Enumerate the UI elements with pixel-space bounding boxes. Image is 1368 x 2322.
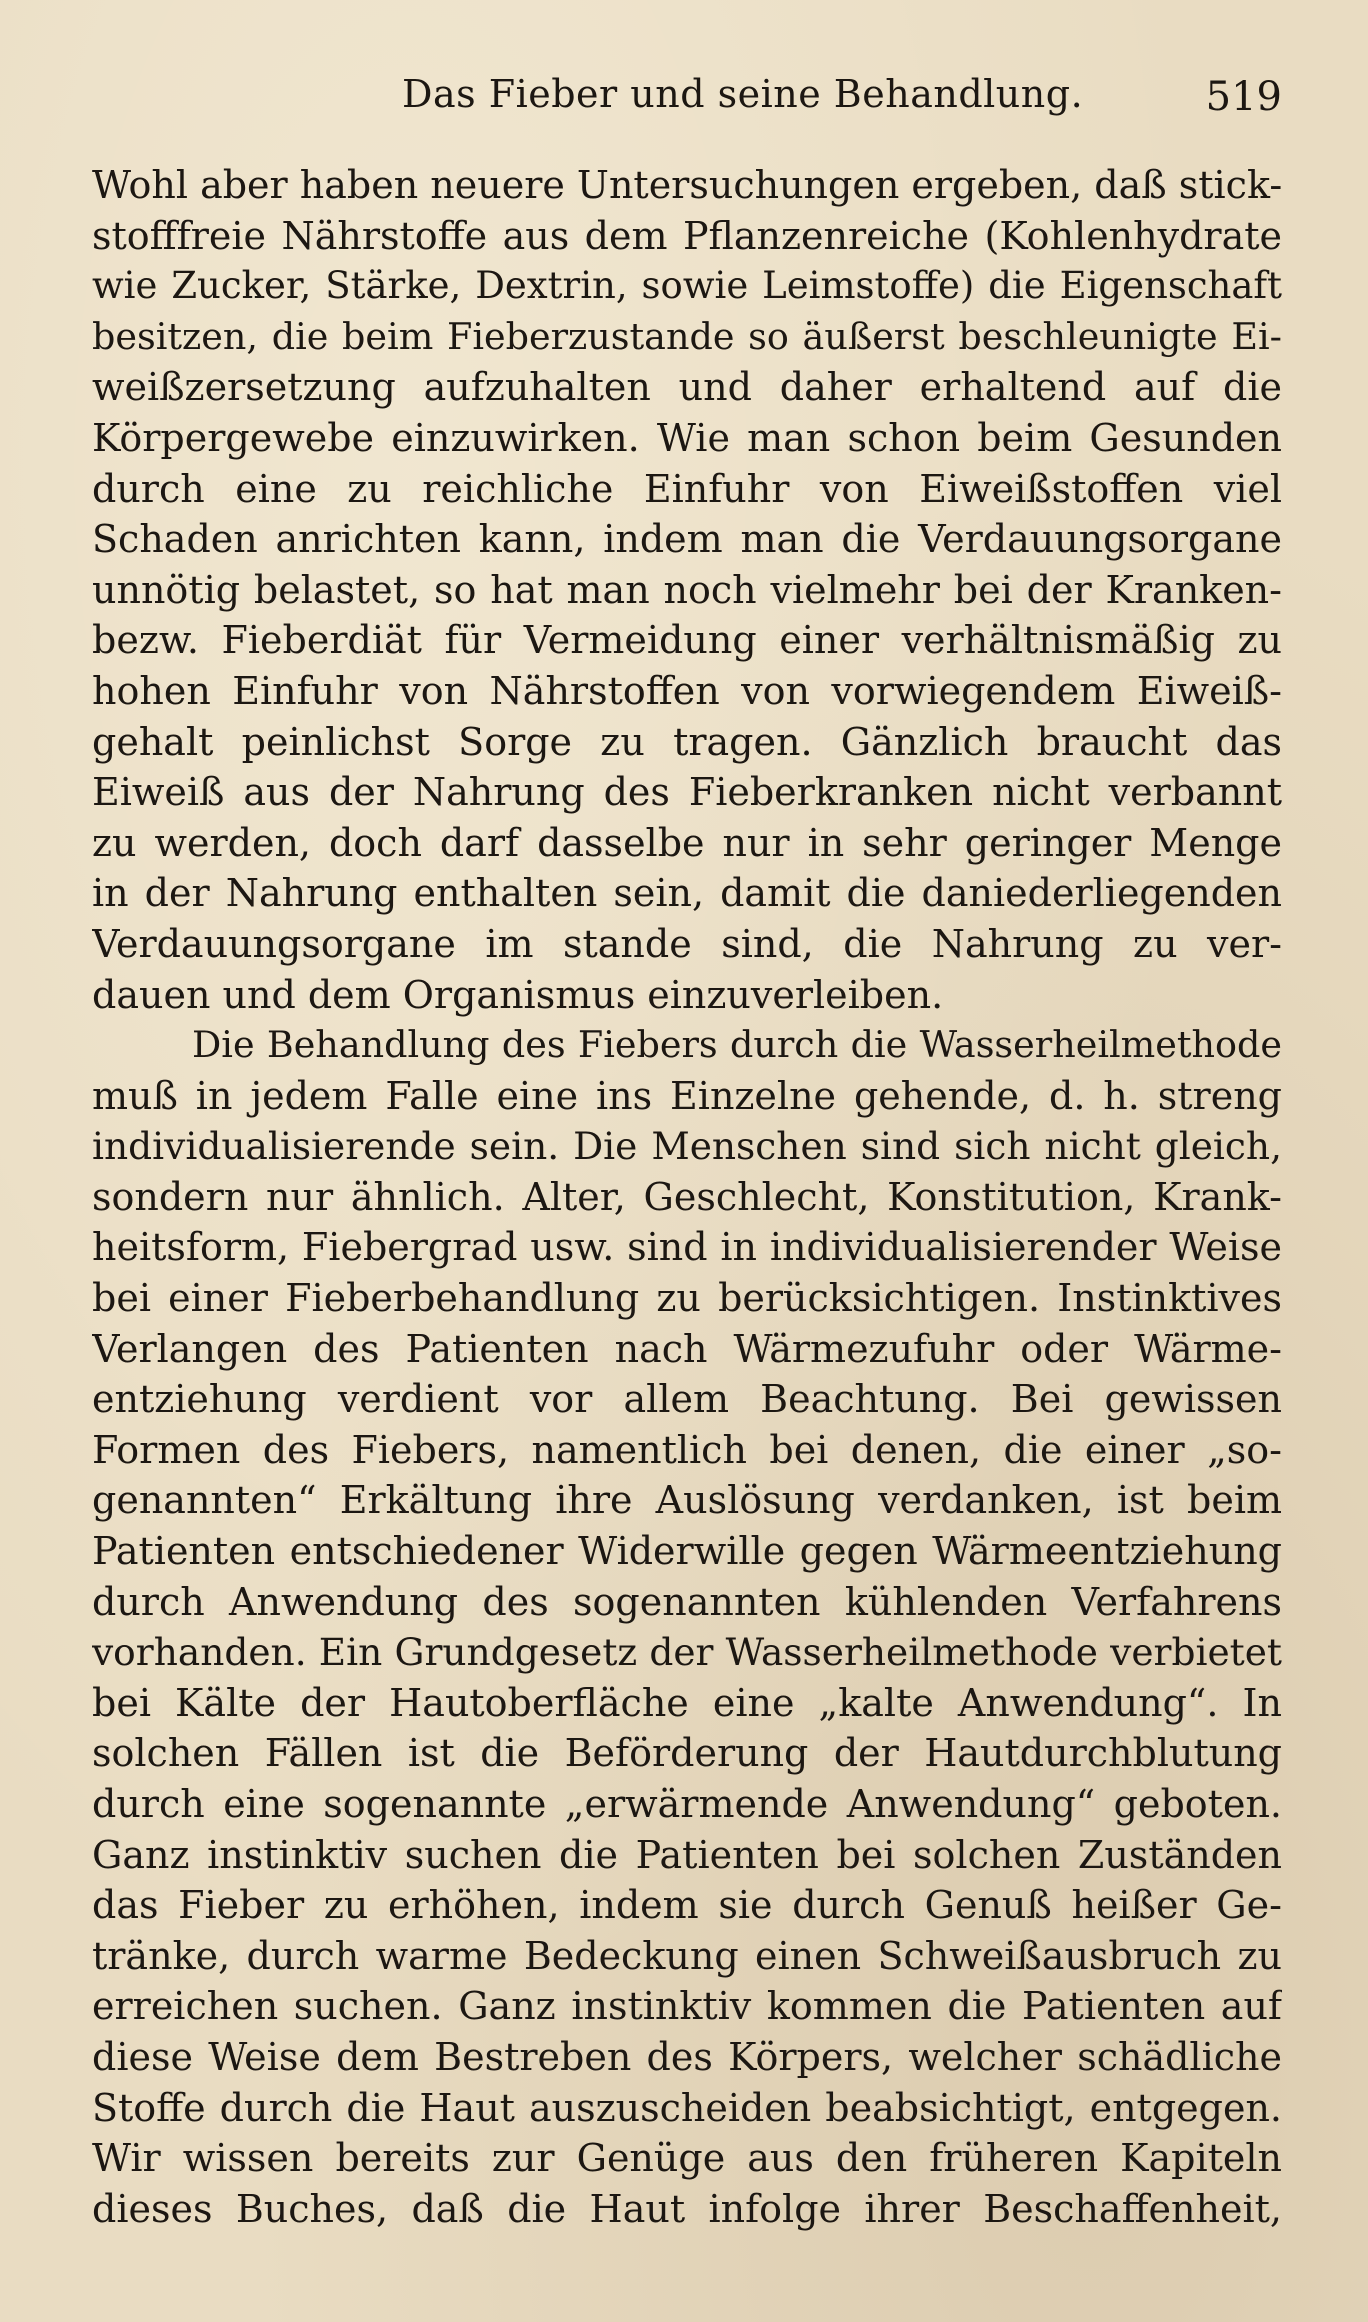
text-line: Patienten entschiedener Widerwille gegen Wärmeentziehung bbox=[92, 1529, 1282, 1574]
text-line: vorhanden. Ein Grundgesetz der Wasserheilmethode verbietet bbox=[92, 1630, 1282, 1675]
text-line: das Fieber zu erhöhen, indem sie durch Genuß heißer Ge- bbox=[92, 1883, 1282, 1928]
text-line: sondern nur ähnlich. Alter, Geschlecht, Konstitution, Krank- bbox=[92, 1174, 1282, 1219]
text-line: bei Kälte der Hautoberfläche eine „kalte Anwendung“. In bbox=[92, 1680, 1282, 1725]
text-line: Schaden anrichten kann, indem man die Verdauungsorgane bbox=[92, 517, 1282, 562]
text-line: solchen Fällen ist die Beförderung der Hautdurchblutung bbox=[92, 1731, 1282, 1776]
text-line: Verdauungsorgane im stande sind, die Nahrung zu ver- bbox=[92, 921, 1282, 966]
text-line: weißzersetzung aufzuhalten und daher erhaltend auf die bbox=[92, 365, 1282, 410]
text-line: besitzen, die beim Fieberzustande so äußerst beschleunigte Ei- bbox=[92, 314, 1282, 358]
text-line: Wir wissen bereits zur Genüge aus den früheren Kapiteln bbox=[92, 2136, 1282, 2181]
text-line: Stoffe durch die Haut auszuscheiden beabsichtigt, entgegen. bbox=[92, 2085, 1282, 2130]
text-line: Ganz instinktiv suchen die Patienten bei solchen Zuständen bbox=[92, 1832, 1282, 1877]
text-line: wie Zucker, Stärke, Dextrin, sowie Leimstoffe) die Eigenschaft bbox=[92, 264, 1282, 308]
text-line: bei einer Fieberbehandlung zu berücksichtigen. Instinktives bbox=[92, 1276, 1282, 1321]
text-line: durch eine sogenannte „erwärmende Anwendung“ geboten. bbox=[92, 1782, 1282, 1826]
text-line: gehalt peinlichst Sorge zu tragen. Gänzlich braucht das bbox=[92, 719, 1282, 764]
text-line: muß in jedem Falle eine ins Einzelne gehende, d. h. streng bbox=[92, 1073, 1282, 1118]
text-line: in der Nahrung enthalten sein, damit die daniederliegenden bbox=[92, 871, 1282, 916]
text-line: Körpergewebe einzuwirken. Wie man schon beim Gesunden bbox=[92, 415, 1282, 460]
text-line: zu werden, doch darf dasselbe nur in sehr geringer Menge bbox=[92, 820, 1282, 865]
body-text bbox=[92, 160, 1282, 2234]
text-line: durch Anwendung des sogenannten kühlenden Verfahrens bbox=[92, 1579, 1282, 1624]
paragraph bbox=[92, 160, 1282, 1020]
text-line: genannten“ Erkältung ihre Auslösung verdanken, ist beim bbox=[92, 1478, 1282, 1523]
text-line: tränke, durch warme Bedeckung einen Schweißausbruch zu bbox=[92, 1933, 1282, 1978]
text-line: entziehung verdient vor allem Beachtung. Bei gewissen bbox=[92, 1377, 1282, 1422]
text-line: bezw. Fieberdiät für Vermeidung einer verhältnismäßig zu bbox=[92, 618, 1282, 663]
text-line: individualisierende sein. Die Menschen sind sich nicht gleich, bbox=[92, 1124, 1282, 1169]
text-line: stofffreie Nährstoffe aus dem Pflanzenreiche (Kohlenhydrate bbox=[92, 213, 1282, 258]
text-line: Eiweiß aus der Nahrung des Fieberkranken nicht verbannt bbox=[92, 770, 1282, 815]
text-line: Verlangen des Patienten nach Wärmezufuhr oder Wärme- bbox=[92, 1326, 1282, 1371]
text-line: dieses Buches, daß die Haut infolge ihrer Beschaffenheit, bbox=[92, 2186, 1282, 2231]
text-line: Wohl aber haben neuere Untersuchungen ergeben, daß stick- bbox=[92, 163, 1282, 207]
paragraph bbox=[92, 1020, 1282, 2234]
text-line: Formen des Fiebers, namentlich bei denen, die einer „so- bbox=[92, 1427, 1282, 1472]
text-line: unnötig belastet, so hat man noch vielmehr bei der Kranken- bbox=[92, 567, 1282, 612]
text-line: durch eine zu reichliche Einfuhr von Eiweißstoffen viel bbox=[92, 466, 1282, 511]
running-title: Das Fieber und seine Behandlung. bbox=[402, 72, 1084, 116]
page-header bbox=[92, 72, 1282, 132]
text-line: erreichen suchen. Ganz instinktiv kommen die Patienten auf bbox=[92, 1984, 1282, 2029]
text-line: heitsform, Fiebergrad usw. sind in individualisierender Weise bbox=[92, 1225, 1282, 1270]
text-line: diese Weise dem Bestreben des Körpers, welcher schädliche bbox=[92, 2034, 1282, 2079]
text-line: hohen Einfuhr von Nährstoffen von vorwiegendem Eiweiß- bbox=[92, 668, 1282, 713]
text-line: dauen und dem Organismus einzuverleiben. bbox=[92, 972, 944, 1017]
text-line: Die Behandlung des Fiebers durch die Wasserheilmethode bbox=[192, 1023, 1282, 1067]
page-number: 519 bbox=[1205, 74, 1282, 120]
